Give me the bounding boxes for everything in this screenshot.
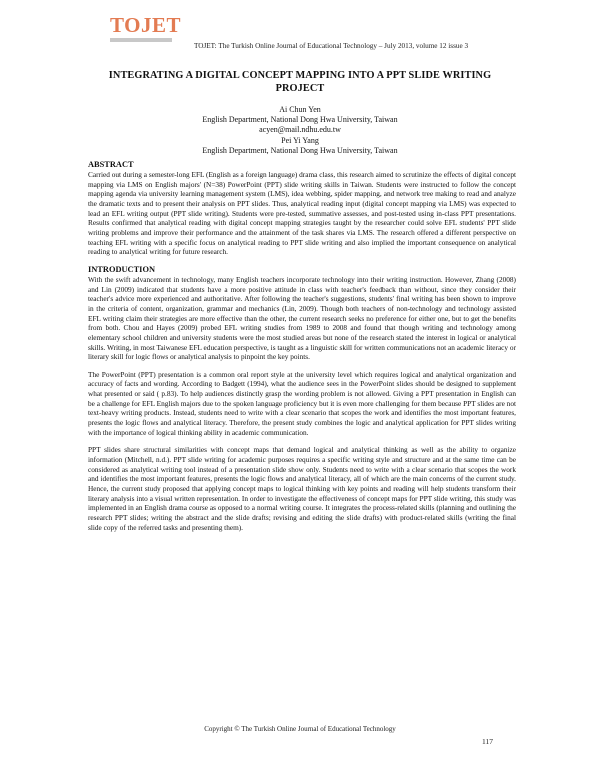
body-paragraph: With the swift advancement in technology, many English teachers incorporate technology into their writing instruction. However, Zhang (2008) and Lin (2009) indicated that students have a more positive attitude in class with teacher's feedback than without, since they consider their teacher's advice more experienced and authoritative. After following the teacher's suggestions, students' final writing has been shown to improve in the criteria of content, organization, grammar and mechanics (Lin, 2009). Though both teachers of non-technology and technology assisted EFL writing claim their strategies are more effective than the other, the current research seeks no preference for either one, but to get the benefits from both. Chou and Hayes (2009) probed EFL writing studies from 1989 to 2008 and found that though writing and technology among elementary school children and university students were the most studied areas but none of the research stated the interest in logical or analytical skills. Writing, in most Taiwanese EFL education perspective, is taught as a linguistic skill for written communications not an academic literacy or literary skill for logic flows or analytical analysis to pinpoint the key points. xyxy=(88,274,516,362)
journal-logo xyxy=(110,12,181,42)
author-name: Ai Chun Yen xyxy=(279,105,321,114)
author-email[interactable]: acyen@mail.ndhu.edu.tw xyxy=(259,125,341,135)
logo-text: TOJET xyxy=(110,13,181,37)
author-affiliation: English Department, National Dong Hwa University, Taiwan xyxy=(202,145,398,155)
body-paragraph: The PowerPoint (PPT) presentation is a common oral report style at the university level which requires logical and analytical organization and accuracy of facts and wording. According to Badgett (1994), what the audience sees in the PowerPoint slides should be designed to supplement what presented or said ( p.83). To help audiences distinctly grasp the wording problem is not allowed. Giving a PPT presentation in English can be a challenge for EFL English majors due to the spoken language proficiency but it is even more challenging for them because PPT slides are not text-heavy writing products. Instead, students need to write with a clear scenario that scopes the work and identifies the most important features, presents the logic flows and analytical literacy. Therefore, the present study combines the logic and analytical application for PPT slides writing with the importance of logical thinking ability in academic communication. xyxy=(88,369,516,437)
logo-underline xyxy=(110,38,172,42)
author-block xyxy=(120,105,480,156)
footer-copyright: Copyright © The Turkish Online Journal of Educational Technology xyxy=(204,725,396,733)
paper-title: INTEGRATING A DIGITAL CONCEPT MAPPING INTO A PPT SLIDE WRITING PROJECT xyxy=(108,70,492,94)
running-head: TOJET: The Turkish Online Journal of Educational Technology – July 2013, volume 12 issue 3 xyxy=(194,42,469,50)
page-number: 117 xyxy=(482,737,493,746)
abstract-text: Carried out during a semester-long EFL (English as a foreign language) drama class, this research aimed to scrutinize the effects of digital concept mapping via LMS on English majors' (N=38) PowerPoint (PPT) slide writing skills in Taiwan. Students were instructed to follow the concept mapping agenda via university learning management system (LMS), idea webbing, spider mapping, and network tree making to read and analyze the dramatic texts and to present their analysis on PPT slides. Thus, analytical reading input (digital concept mapping via LMS) was expected to lead an EFL writing output (PPT slide writing). Students were pre-tested, summative assesses, and post-tested using in-class PPT presentations. Results confirmed that analytical reading with digital concept mapping strategies taught by the researcher could solve EFL students' PPT slide writing problems and improve their performance and the attainment of the task shares via LMS. The research offered a different perspective on teaching EFL writing with a specific focus on analytical reading to PPT slide writing and also implied the important consequence on analytical reading to analytical writing for future research. xyxy=(88,170,516,257)
author-name: Pei Yi Yang xyxy=(281,135,319,145)
author-affiliation: English Department, National Dong Hwa University, Taiwan xyxy=(202,115,398,125)
body-paragraph: PPT slides share structural similarities with concept maps that demand logical and analytical thinking as well as the ability to organize information (Mitchell, n.d.). PPT slide writing for academic purposes requires a specific writing style and structure and at the same time can be considered as analytical writing tool instead of a presentation slide show only. Students need to write with a clear scenario that scopes the work and identifies the most important features, presents the logic flows and analytical literacy, all of which are the main concerns of the current study. Hence, the current study proposed that applying concept maps to logical thinking with key points and reading will help students transform their literary analysis into a visual written representation. In order to investigate the effectiveness of concept maps for PPT slide writing, this study was implemented in an English drama course as opposed to a normal writing course. It integrates the process-related skills (planning and outlining the research PPT slides; writing the abstract and the slide drafts; revising and editing the slide drafts) with product-related skills (writing the final slide copy of the referred tasks and presenting them). xyxy=(88,445,516,532)
abstract-heading: ABSTRACT xyxy=(88,160,134,169)
introduction-heading: INTRODUCTION xyxy=(88,264,156,274)
paper-body xyxy=(88,160,516,532)
